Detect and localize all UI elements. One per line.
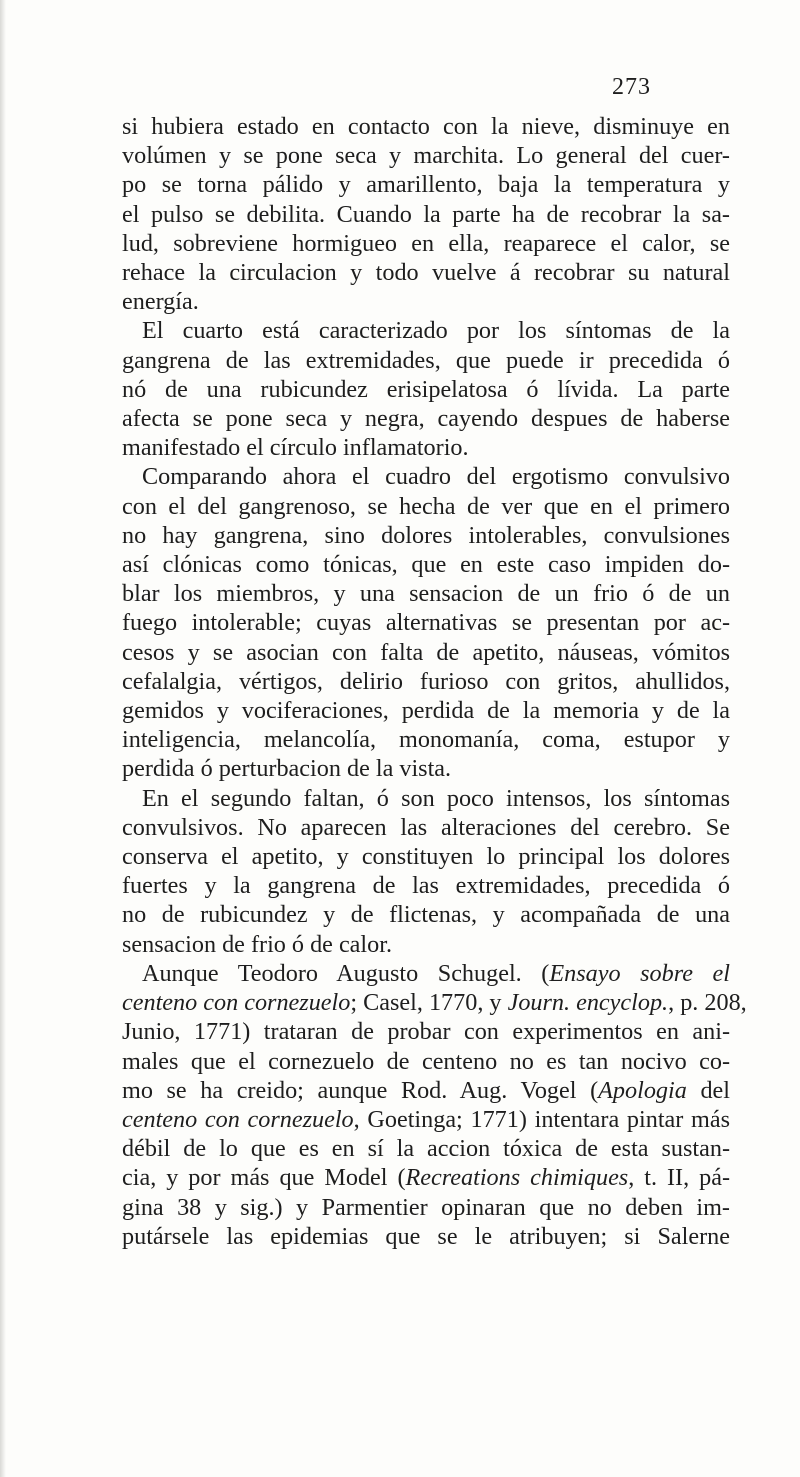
text-line: gemidos y vociferaciones, perdida de la memoria y de la	[122, 697, 730, 725]
text-segment: , Goetinga; 1771) intentara pintar más	[353, 1105, 730, 1133]
text-line	[122, 1076, 730, 1105]
text-line: cefalalgia, vértigos, delirio furioso con gritos, ahullidos,	[122, 667, 730, 695]
text-segment: cia, y por más que Model (	[122, 1164, 406, 1192]
italic-citation: centeno con cornezuelo	[122, 1105, 354, 1133]
italic-citation: Ensayo sobre el	[549, 959, 730, 987]
text-line: gina 38 y sig.) y Parmentier opinaran que no deben im-	[122, 1193, 730, 1221]
text-line: no de rubicundez y de flictenas, y acompañada de una	[122, 901, 730, 929]
text-line: inteligencia, melancolía, monomanía, coma, estupor y	[122, 726, 730, 754]
text-line	[122, 1163, 730, 1192]
text-line: fuertes y la gangrena de las extremidades, precedida ó	[122, 872, 730, 900]
text-line: afecta se pone seca y negra, cayendo despues de haberse	[122, 405, 730, 433]
text-line: sensacion de frio ó de calor.	[122, 930, 392, 958]
body-text	[122, 112, 747, 1251]
text-line: con el del gangrenoso, se hecha de ver que en el primero	[122, 492, 730, 520]
text-line: volúmen y se pone seca y marchita. Lo general del cuer-	[122, 142, 730, 170]
text-line: Comparando ahora el cuadro del ergotismo convulsivo	[142, 463, 730, 491]
text-line: Junio, 1771) trataran de probar con experimentos en ani-	[122, 1018, 730, 1046]
text-line: El cuarto está caracterizado por los síntomas de la	[142, 317, 730, 345]
text-segment: ; Casel, 1770, y	[350, 989, 508, 1017]
text-line: el pulso se debilita. Cuando la parte ha de recobrar la sa-	[122, 200, 730, 228]
text-line: no hay gangrena, sino dolores intolerables, convulsiones	[122, 521, 730, 549]
text-line: perdida ó perturbacion de la vista.	[122, 755, 452, 783]
text-line: lud, sobreviene hormigueo en ella, reaparece el calor, se	[122, 229, 730, 257]
text-line: males que el cornezuelo de centeno no es tan nocivo co-	[122, 1047, 730, 1075]
text-line	[122, 988, 747, 1017]
text-line: En el segundo faltan, ó son poco intensos, los síntomas	[142, 784, 730, 812]
text-line	[122, 1105, 730, 1134]
italic-citation: Apologia	[598, 1076, 687, 1104]
text-line: débil de lo que es en sí la accion tóxica de esta sustan-	[122, 1135, 730, 1163]
text-line: manifestado el círculo inflamatorio.	[122, 434, 469, 462]
text-line: si hubiera estado en contacto con la nieve, disminuye en	[122, 113, 730, 140]
text-segment: mo se ha creido; aunque Rod. Aug. Vogel (	[122, 1076, 599, 1104]
text-line	[122, 959, 730, 988]
italic-citation: centeno con cornezuelo	[122, 989, 351, 1017]
text-line: fuego intolerable; cuyas alternativas se presentan por ac-	[122, 609, 730, 637]
text-line: nó de una rubicundez erisipelatosa ó lívida. La parte	[122, 375, 730, 403]
text-line: cesos y se asocian con falta de apetito, náuseas, vómitos	[122, 638, 730, 666]
text-segment: del	[686, 1076, 730, 1104]
page-left-edge-shadow	[0, 0, 6, 1477]
italic-citation: Recreations chimiques	[405, 1164, 629, 1192]
text-line: blar los miembros, y una sensacion de un frio ó de un	[122, 580, 730, 608]
text-line: po se torna pálido y amarillento, baja la temperatura y	[122, 171, 730, 199]
page-number: 273	[612, 74, 651, 100]
text-line: así clónicas como tónicas, que en este caso impiden do-	[122, 551, 730, 579]
text-segment: , p. 208,	[668, 989, 747, 1017]
italic-citation: Journ. encyclop.	[507, 989, 669, 1017]
text-segment: , t. II, pá-	[628, 1164, 731, 1192]
text-line: putársele las epidemias que se le atribuyen; si Salerne	[122, 1222, 730, 1250]
text-line: convulsivos. No aparecen las alteraciones del cerebro. Se	[122, 813, 730, 841]
text-line: energía.	[122, 288, 199, 316]
text-segment: Aunque Teodoro Augusto Schugel. (	[142, 959, 550, 987]
text-line: conserva el apetito, y constituyen lo principal los dolores	[122, 843, 730, 871]
text-line: gangrena de las extremidades, que puede ir precedida ó	[122, 346, 730, 374]
text-line: rehace la circulacion y todo vuelve á recobrar su natural	[122, 259, 730, 287]
